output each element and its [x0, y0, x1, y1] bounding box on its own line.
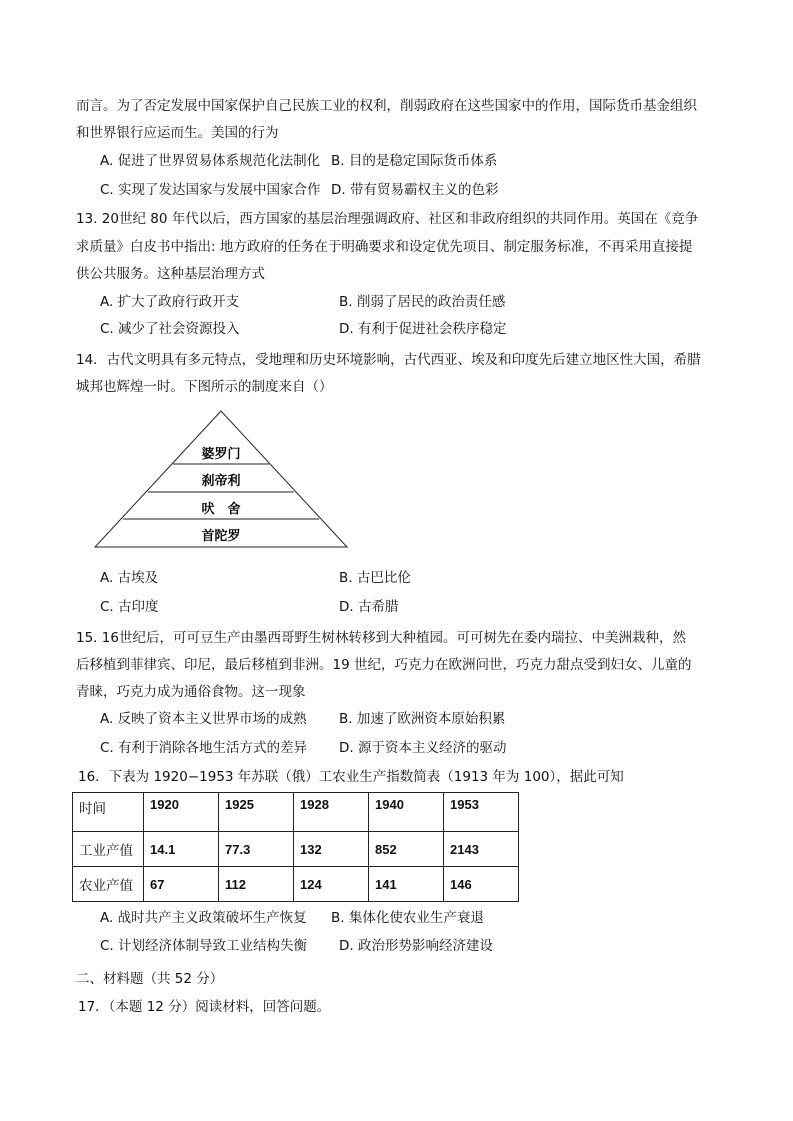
q15-stem-line3: 青睐，巧克力成为通俗食物。这一现象 — [76, 684, 306, 700]
table-cell: 141 — [369, 867, 444, 902]
table-cell: 农业产值 — [73, 867, 144, 902]
q14-stem-line1: 14．古代文明具有多元特点，受地理和历史环境影响，古代西亚、埃及和印度先后建立地区性大国，希腊 — [76, 352, 701, 368]
table-cell: 1920 — [144, 793, 219, 832]
q12-option-c: C. 实现了发达国家与发展中国家合作 — [100, 182, 321, 198]
table-cell: 77.3 — [219, 832, 294, 867]
table-row — [73, 832, 519, 867]
production-index-table — [72, 792, 519, 902]
q17-stem: 17．（本题 12 分）阅读材料，回答问题。 — [78, 999, 331, 1015]
pyramid-level-2: 刹帝利 — [201, 474, 241, 489]
q13-option-c: C. 减少了社会资源投入 — [100, 321, 240, 337]
q15-option-b: B. 加速了欧洲资本原始积累 — [339, 711, 506, 727]
table-cell: 146 — [444, 867, 519, 902]
q12-stem-line1: 而言。为了否定发展中国家保护自己民族工业的权利，削弱政府在这些国家中的作用，国际货币基金组织 — [76, 98, 697, 114]
pyramid-level-3: 吠 舍 — [201, 502, 241, 517]
table-cell: 1928 — [294, 793, 369, 832]
q14-option-a: A. 古埃及 — [100, 570, 159, 586]
q12-option-b: B. 目的是稳定国际货币体系 — [331, 153, 498, 169]
pyramid-level-4: 首陀罗 — [201, 529, 241, 544]
q15-option-d: D. 源于资本主义经济的驱动 — [339, 740, 507, 756]
q16-option-c: C. 计划经济体制导致工业结构失衡 — [100, 938, 308, 954]
q14-option-c: C. 古印度 — [100, 599, 159, 615]
q16-option-a: A. 战时共产主义政策破坏生产恢复 — [100, 910, 307, 926]
table-cell: 1953 — [444, 793, 519, 832]
q12-option-d: D. 带有贸易霸权主义的色彩 — [331, 182, 499, 198]
q16-option-d: D. 政治形势影响经济建设 — [339, 938, 493, 954]
pyramid-level-1: 婆罗门 — [201, 447, 241, 462]
q12-stem-line2: 和世界银行应运而生。美国的行为 — [76, 125, 279, 141]
q13-stem-line2: 求质量》白皮书中指出: 地方政府的任务在于明确要求和设定优先项目、制定服务标准，不再采用直接提 — [76, 239, 693, 255]
q15-stem-line1: 15. 16世纪后，可可豆生产由墨西哥野生树林转移到大种植园。可可树先在委内瑞拉、中美洲栽种，然 — [76, 630, 686, 646]
caste-pyramid-diagram — [93, 410, 349, 550]
q13-stem-line3: 供公共服务。这种基层治理方式 — [76, 266, 265, 282]
table-cell: 工业产值 — [73, 832, 144, 867]
q14-option-b: B. 古巴比伦 — [339, 570, 411, 586]
q16-option-b: B. 集体化使农业生产衰退 — [331, 910, 484, 926]
q13-option-d: D. 有利于促进社会秩序稳定 — [339, 321, 507, 337]
q15-option-a: A. 反映了资本主义世界市场的成熟 — [100, 711, 307, 727]
q14-option-d: D. 古希腊 — [339, 599, 399, 615]
q14-stem-line2: 城邦也辉煌一时。下图所示的制度来自（） — [76, 379, 333, 395]
table-row — [73, 867, 519, 902]
table-cell: 852 — [369, 832, 444, 867]
table-cell: 67 — [144, 867, 219, 902]
table-cell: 1940 — [369, 793, 444, 832]
table-cell: 132 — [294, 832, 369, 867]
q13-option-b: B. 削弱了居民的政治责任感 — [339, 294, 506, 310]
table-cell: 112 — [219, 867, 294, 902]
table-cell: 时间 — [73, 793, 144, 832]
section-title: 二、材料题（共 52 分） — [76, 971, 224, 987]
q12-option-a: A. 促进了世界贸易体系规范化法制化 — [100, 153, 321, 169]
q13-option-a: A. 扩大了政府行政开支 — [100, 294, 240, 310]
q13-stem-line1: 13. 20世纪 80 年代以后，西方国家的基层治理强调政府、社区和非政府组织的共同作用。英国在《竞争 — [76, 211, 699, 227]
table-cell: 1925 — [219, 793, 294, 832]
table-header-row — [73, 793, 519, 832]
q15-stem-line2: 后移植到菲律宾、印尼，最后移植到非洲。19 世纪，巧克力在欧洲问世，巧克力甜点受到妇女、儿童的 — [76, 657, 692, 673]
table-cell: 14.1 — [144, 832, 219, 867]
q16-stem-line1: 16．下表为 1920−1953 年苏联（俄）工农业生产指数简表（1913 年为 100），据此可知 — [78, 769, 624, 785]
table-cell: 124 — [294, 867, 369, 902]
q15-option-c: C. 有利于消除各地生活方式的差异 — [100, 740, 308, 756]
table-cell: 2143 — [444, 832, 519, 867]
